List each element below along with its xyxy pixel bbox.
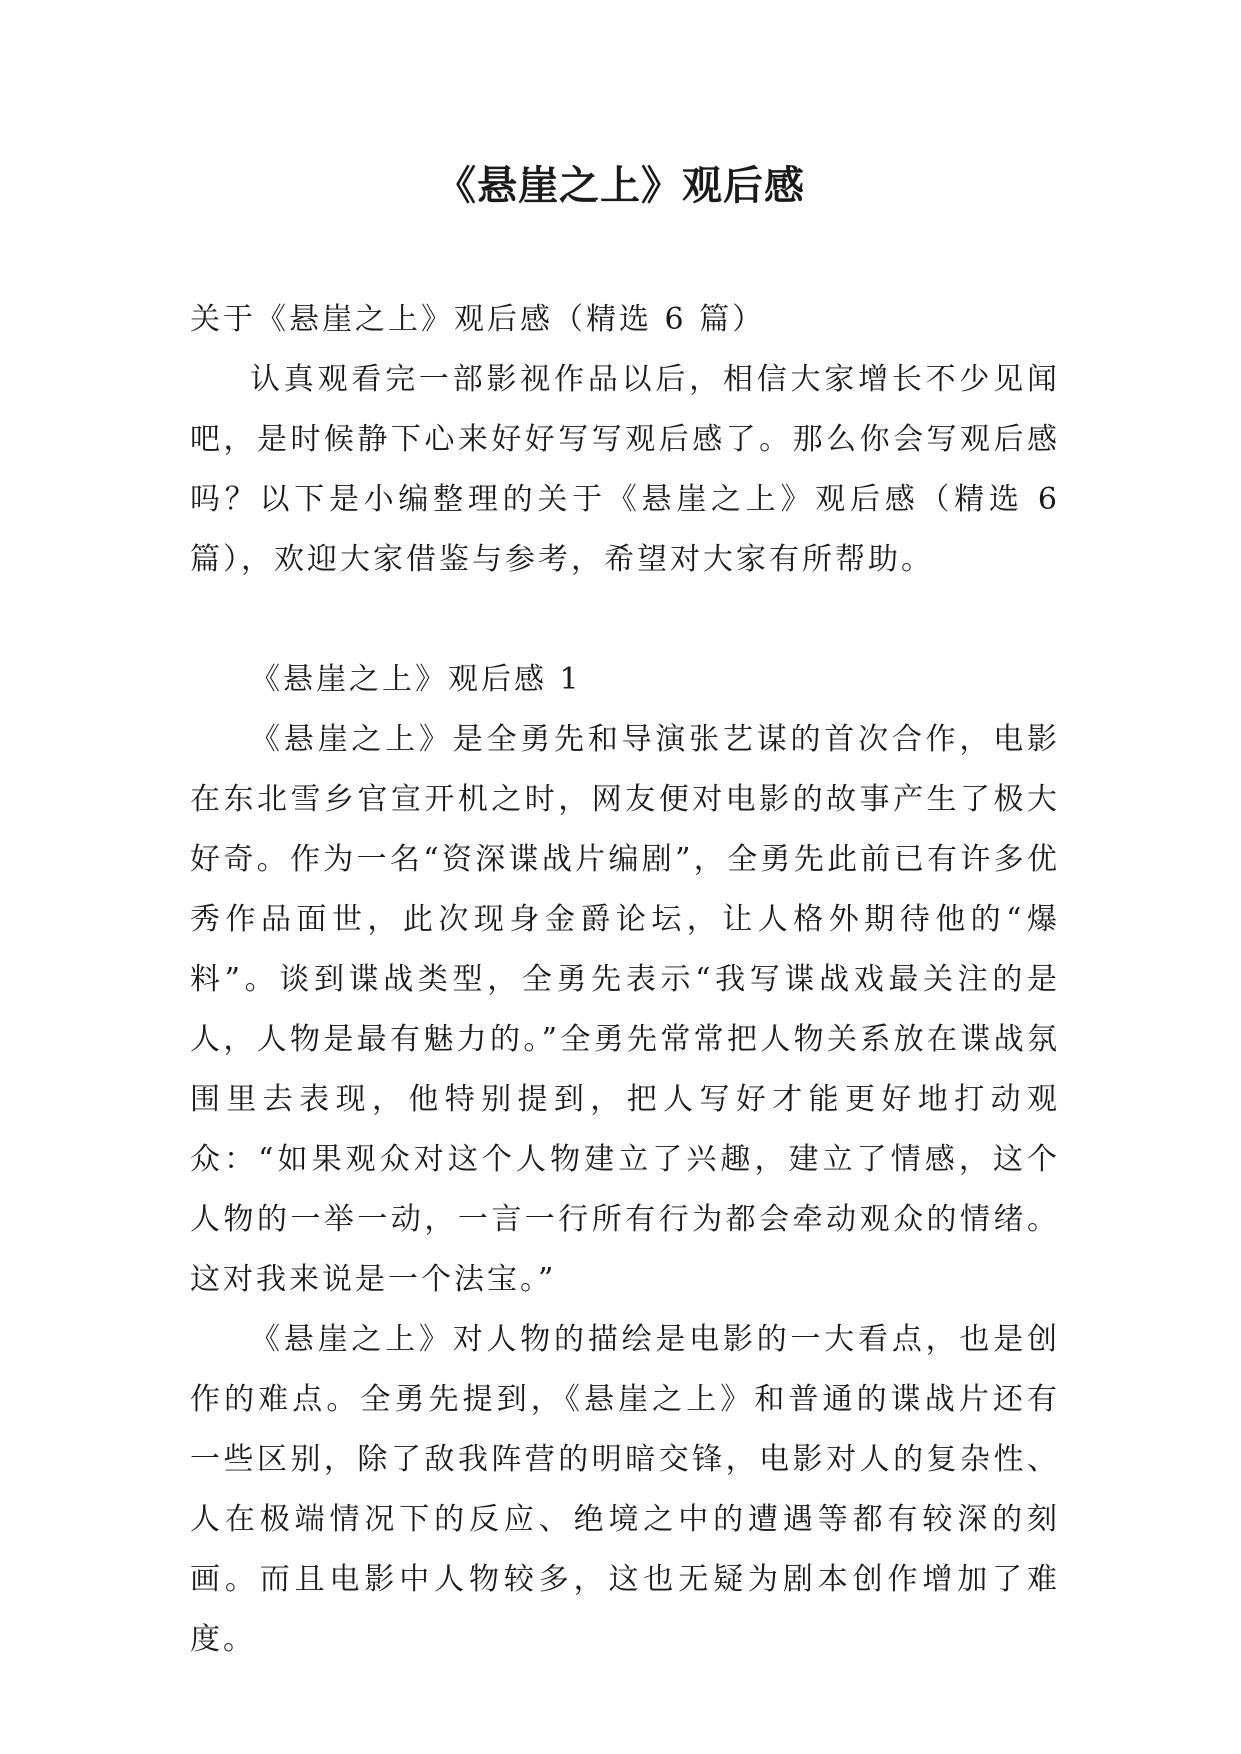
document-body xyxy=(190,290,1060,1670)
body-paragraph: 《悬崖之上》是全勇先和导演张艺谋的首次合作，电影在东北雪乡官宣开机之时，网友便对电影的故事产生了极大好奇。作为一名“资深谍战片编剧”，全勇先此前已有许多优秀作品面世，此次现身金爵论坛，让人格外期待他的“爆料”。谈到谍战类型，全勇先表示“我写谍战戏最关注的是人，人物是最有魅力的。”全勇先常常把人物关系放在谍战氛围里去表现，他特别提到，把人写好才能更好地打动观众：“如果观众对这个人物建立了兴趣，建立了情感，这个人物的一举一动，一言一行所有行为都会牵动观众的情绪。这对我来说是一个法宝。” xyxy=(190,722,1060,1297)
document-subtitle: 关于《悬崖之上》观后感（精选 6 篇） xyxy=(190,302,766,337)
section-heading: 《悬崖之上》观后感 1 xyxy=(250,662,582,697)
document-title: 《悬崖之上》观后感 xyxy=(436,163,805,209)
intro-paragraph: 认真观看完一部影视作品以后，相信大家增长不少见闻吧，是时候静下心来好好写写观后感了。那么你会写观后感吗？以下是小编整理的关于《悬崖之上》观后感（精选 6 篇），欢迎大家借鉴与参考，希望对大家有所帮助。 xyxy=(190,362,1060,577)
section-spacer xyxy=(190,590,1060,650)
body-paragraph: 《悬崖之上》对人物的描绘是电影的一大看点，也是创作的难点。全勇先提到，《悬崖之上》和普通的谍战片还有一些区别，除了敌我阵营的明暗交锋，电影对人的复杂性、人在极端情况下的反应、绝境之中的遭遇等都有较深的刻画。而且电影中人物较多，这也无疑为剧本创作增加了难度。 xyxy=(190,1322,1060,1657)
